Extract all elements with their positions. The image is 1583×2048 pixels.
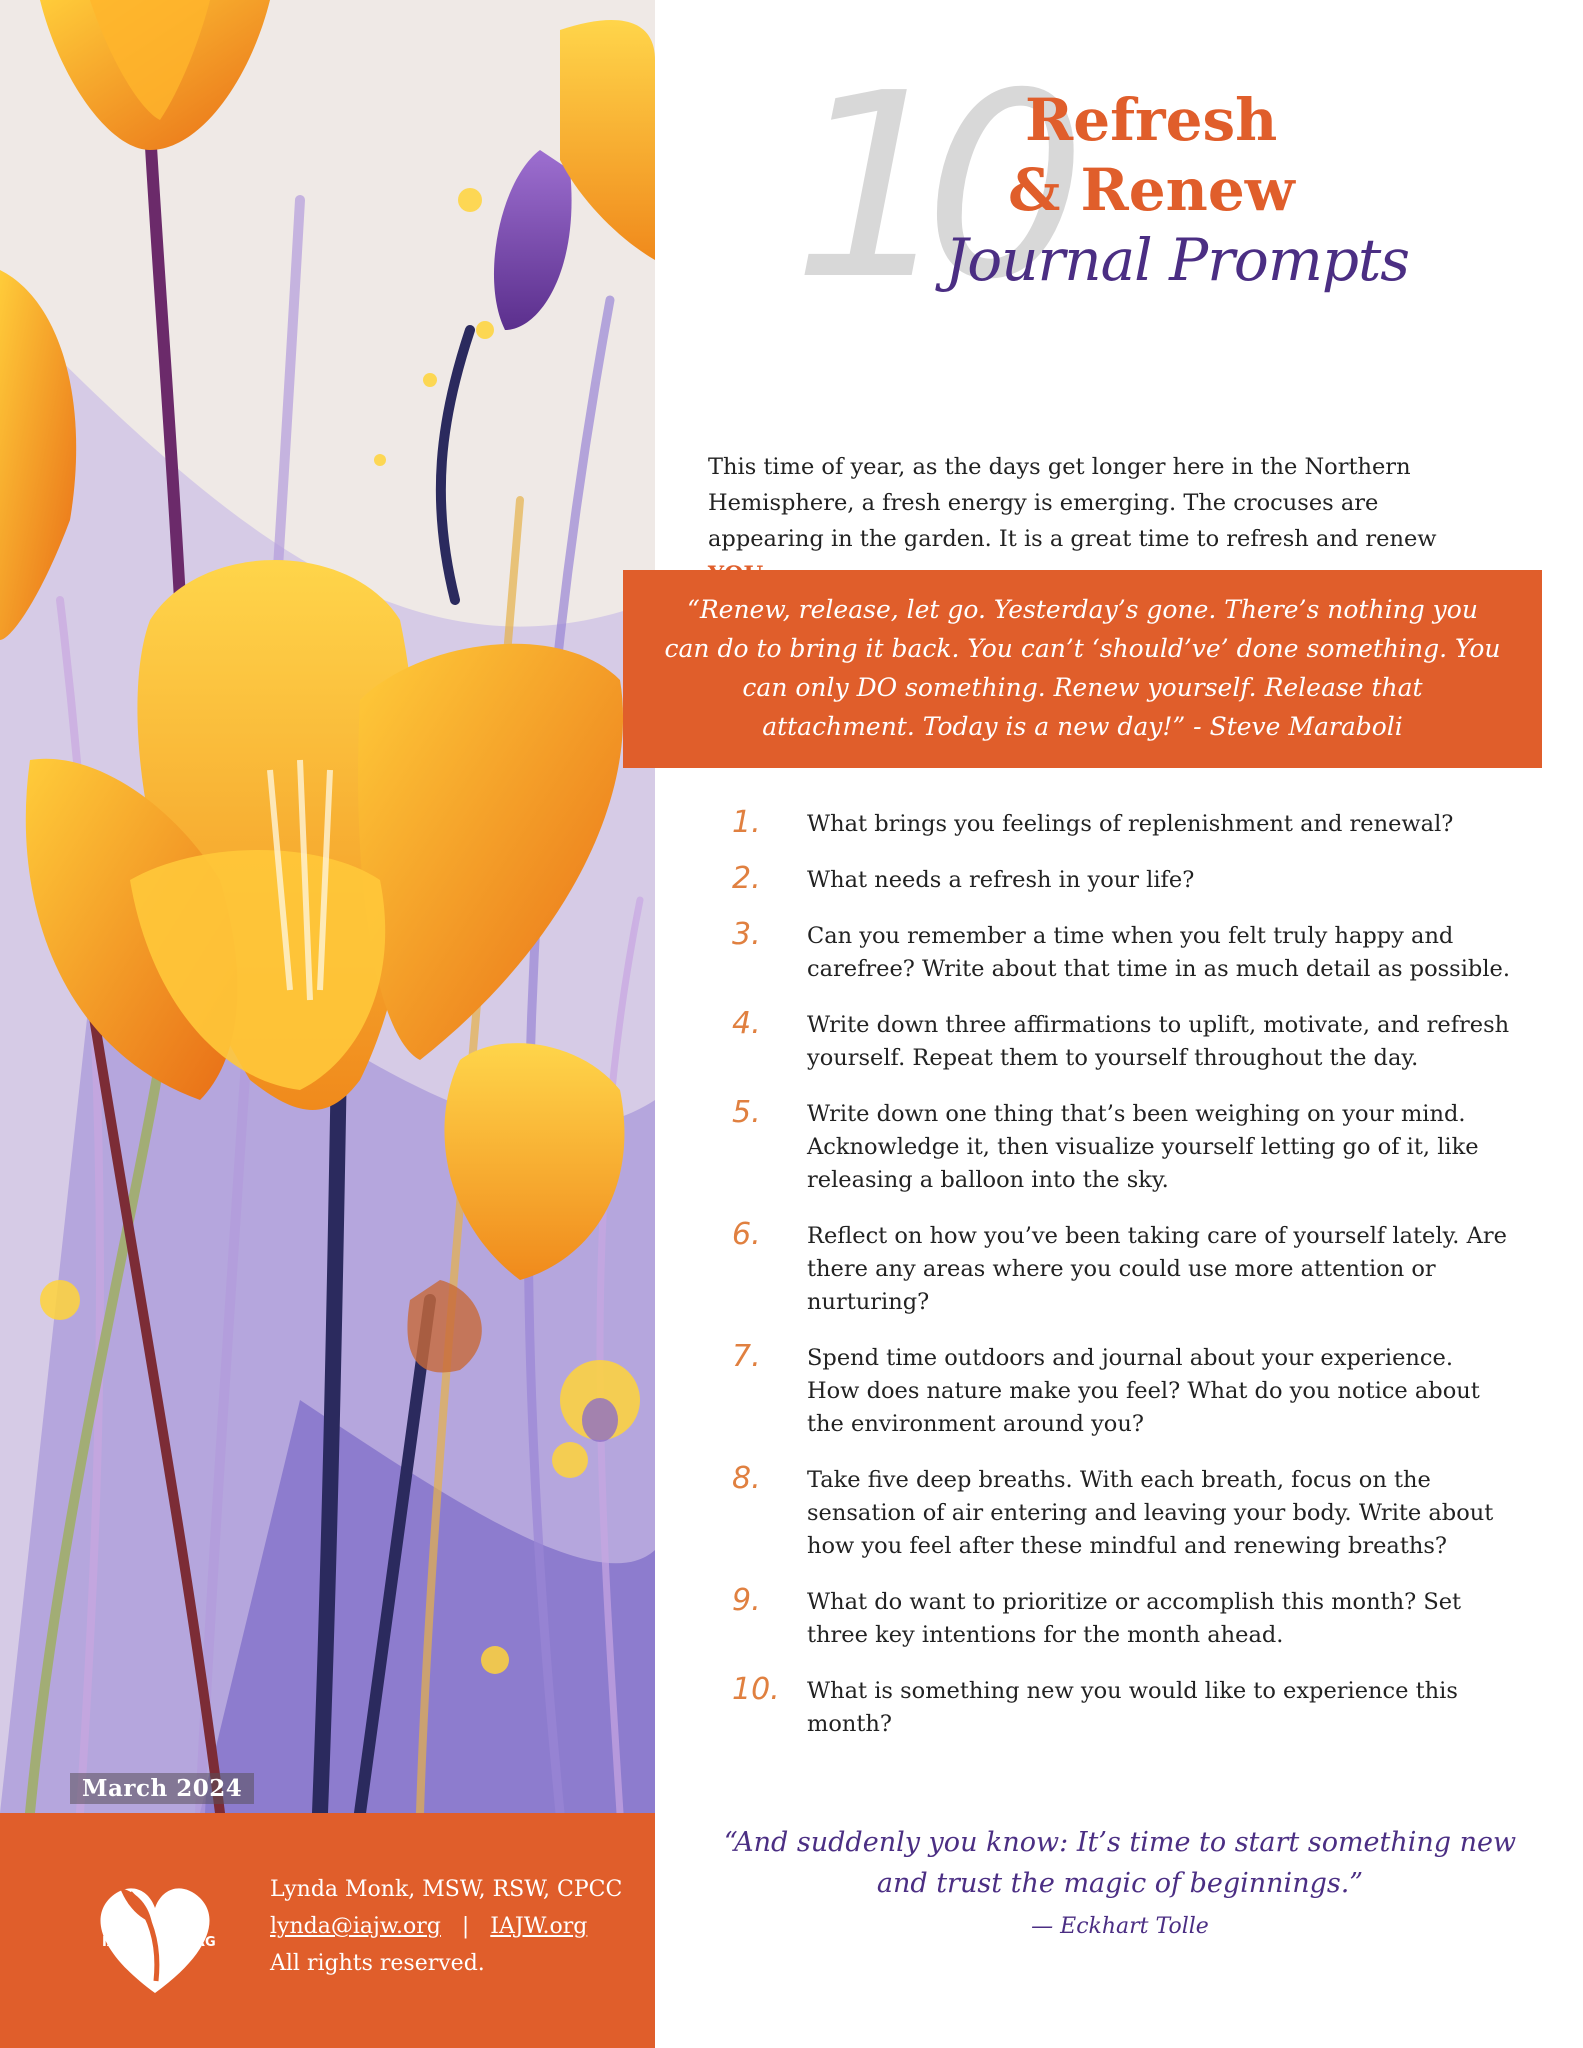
prompt-text: Can you remember a time when you felt truly happy and carefree? Write about that time in as much detail as possible.	[807, 923, 1510, 982]
prompt-number: 8.	[732, 1461, 761, 1496]
prompt-item	[732, 1461, 1512, 1563]
link-separator: |	[461, 1914, 470, 1939]
prompt-number: 2.	[732, 861, 761, 896]
rights-notice: All rights reserved.	[270, 1951, 485, 1976]
contact-links	[270, 1908, 622, 1945]
prompt-list	[732, 805, 1512, 1764]
website-link[interactable]: IAJW.org	[490, 1914, 588, 1939]
prompt-number: 6.	[732, 1217, 761, 1252]
prompt-item	[732, 861, 1512, 897]
prompt-item	[732, 1006, 1512, 1075]
prompt-text: What is something new you would like to experience this month?	[807, 1678, 1458, 1737]
prompt-text: Write down one thing that’s been weighing on your mind. Acknowledge it, then visualize yourself letting go of it, like releasing a balloon into the sky.	[807, 1101, 1479, 1193]
prompt-text: Reflect on how you’ve been taking care of yourself lately. Are there any areas where you could use more attention or nurturing?	[807, 1223, 1507, 1315]
logo-text-iajw: IAJW	[102, 1935, 137, 1950]
closing-quote-author: — Eckhart Tolle	[1031, 1914, 1209, 1939]
title-renew: & Renew	[1008, 156, 1295, 224]
prompt-text: Write down three affirmations to uplift, motivate, and refresh yourself. Repeat them to yourself throughout the day.	[807, 1012, 1510, 1071]
flower-illustration	[0, 0, 655, 1813]
email-link[interactable]: lynda@iajw.org	[270, 1914, 441, 1939]
title-number: 10	[792, 39, 1057, 336]
footer-bar	[0, 1813, 655, 2048]
prompt-number: 4.	[732, 1006, 761, 1041]
prompt-item	[732, 1672, 1512, 1741]
prompt-text: What do want to prioritize or accomplish this month? Set three key intentions for the month ahead.	[807, 1589, 1462, 1648]
author-contact	[270, 1871, 622, 1982]
prompt-text: What brings you feelings of replenishment and renewal?	[807, 811, 1454, 837]
prompt-text: What needs a refresh in your life?	[807, 867, 1195, 893]
prompt-item	[732, 805, 1512, 841]
prompt-item	[732, 1339, 1512, 1441]
prompt-number: 10.	[732, 1672, 780, 1707]
prompt-item	[732, 1217, 1512, 1319]
crocus-watercolor-artwork	[0, 0, 655, 1813]
author-name: Lynda Monk, MSW, RSW, CPCC	[270, 1877, 623, 1902]
prompt-text: Spend time outdoors and journal about your experience. How does nature make you feel? What do you notice about the environment around you?	[807, 1345, 1480, 1437]
prompt-item	[732, 1095, 1512, 1197]
prompt-text: Take five deep breaths. With each breath, focus on the sensation of air entering and leaving your body. Write about how you feel after these mindful and renewing breaths?	[807, 1467, 1494, 1559]
prompt-item	[732, 917, 1512, 986]
prompt-number: 9.	[732, 1583, 761, 1618]
prompt-number: 1.	[732, 805, 761, 840]
prompt-number: 7.	[732, 1339, 761, 1374]
prompt-number: 5.	[732, 1095, 761, 1130]
prompt-item	[732, 1583, 1512, 1652]
title-journal-prompts: Journal Prompts	[945, 226, 1410, 294]
month-label: March 2024	[70, 1773, 254, 1804]
title-refresh: Refresh	[1025, 86, 1278, 154]
intro-paragraph: This time of year, as the days get longer here in the Northern Hemisphere, a fresh energy is emerging. The crocuses are appearing in the garden. It is a great time to refresh and renew	[708, 449, 1488, 593]
logo-text-org: ORG	[184, 1935, 216, 1950]
closing-quote: “And suddenly you know: It’s time to start something new and trust the magic of beginnings.”	[723, 1827, 1517, 1899]
featured-quote: “Renew, release, let go. Yesterday’s gone. There’s nothing you can do to bring it back. You can’t ‘should’ve’ done something. You can only DO something. Renew yourself. Release that attachment. Today is a new day!” - Steve Maraboli	[623, 570, 1542, 768]
prompt-number: 3.	[732, 917, 761, 952]
